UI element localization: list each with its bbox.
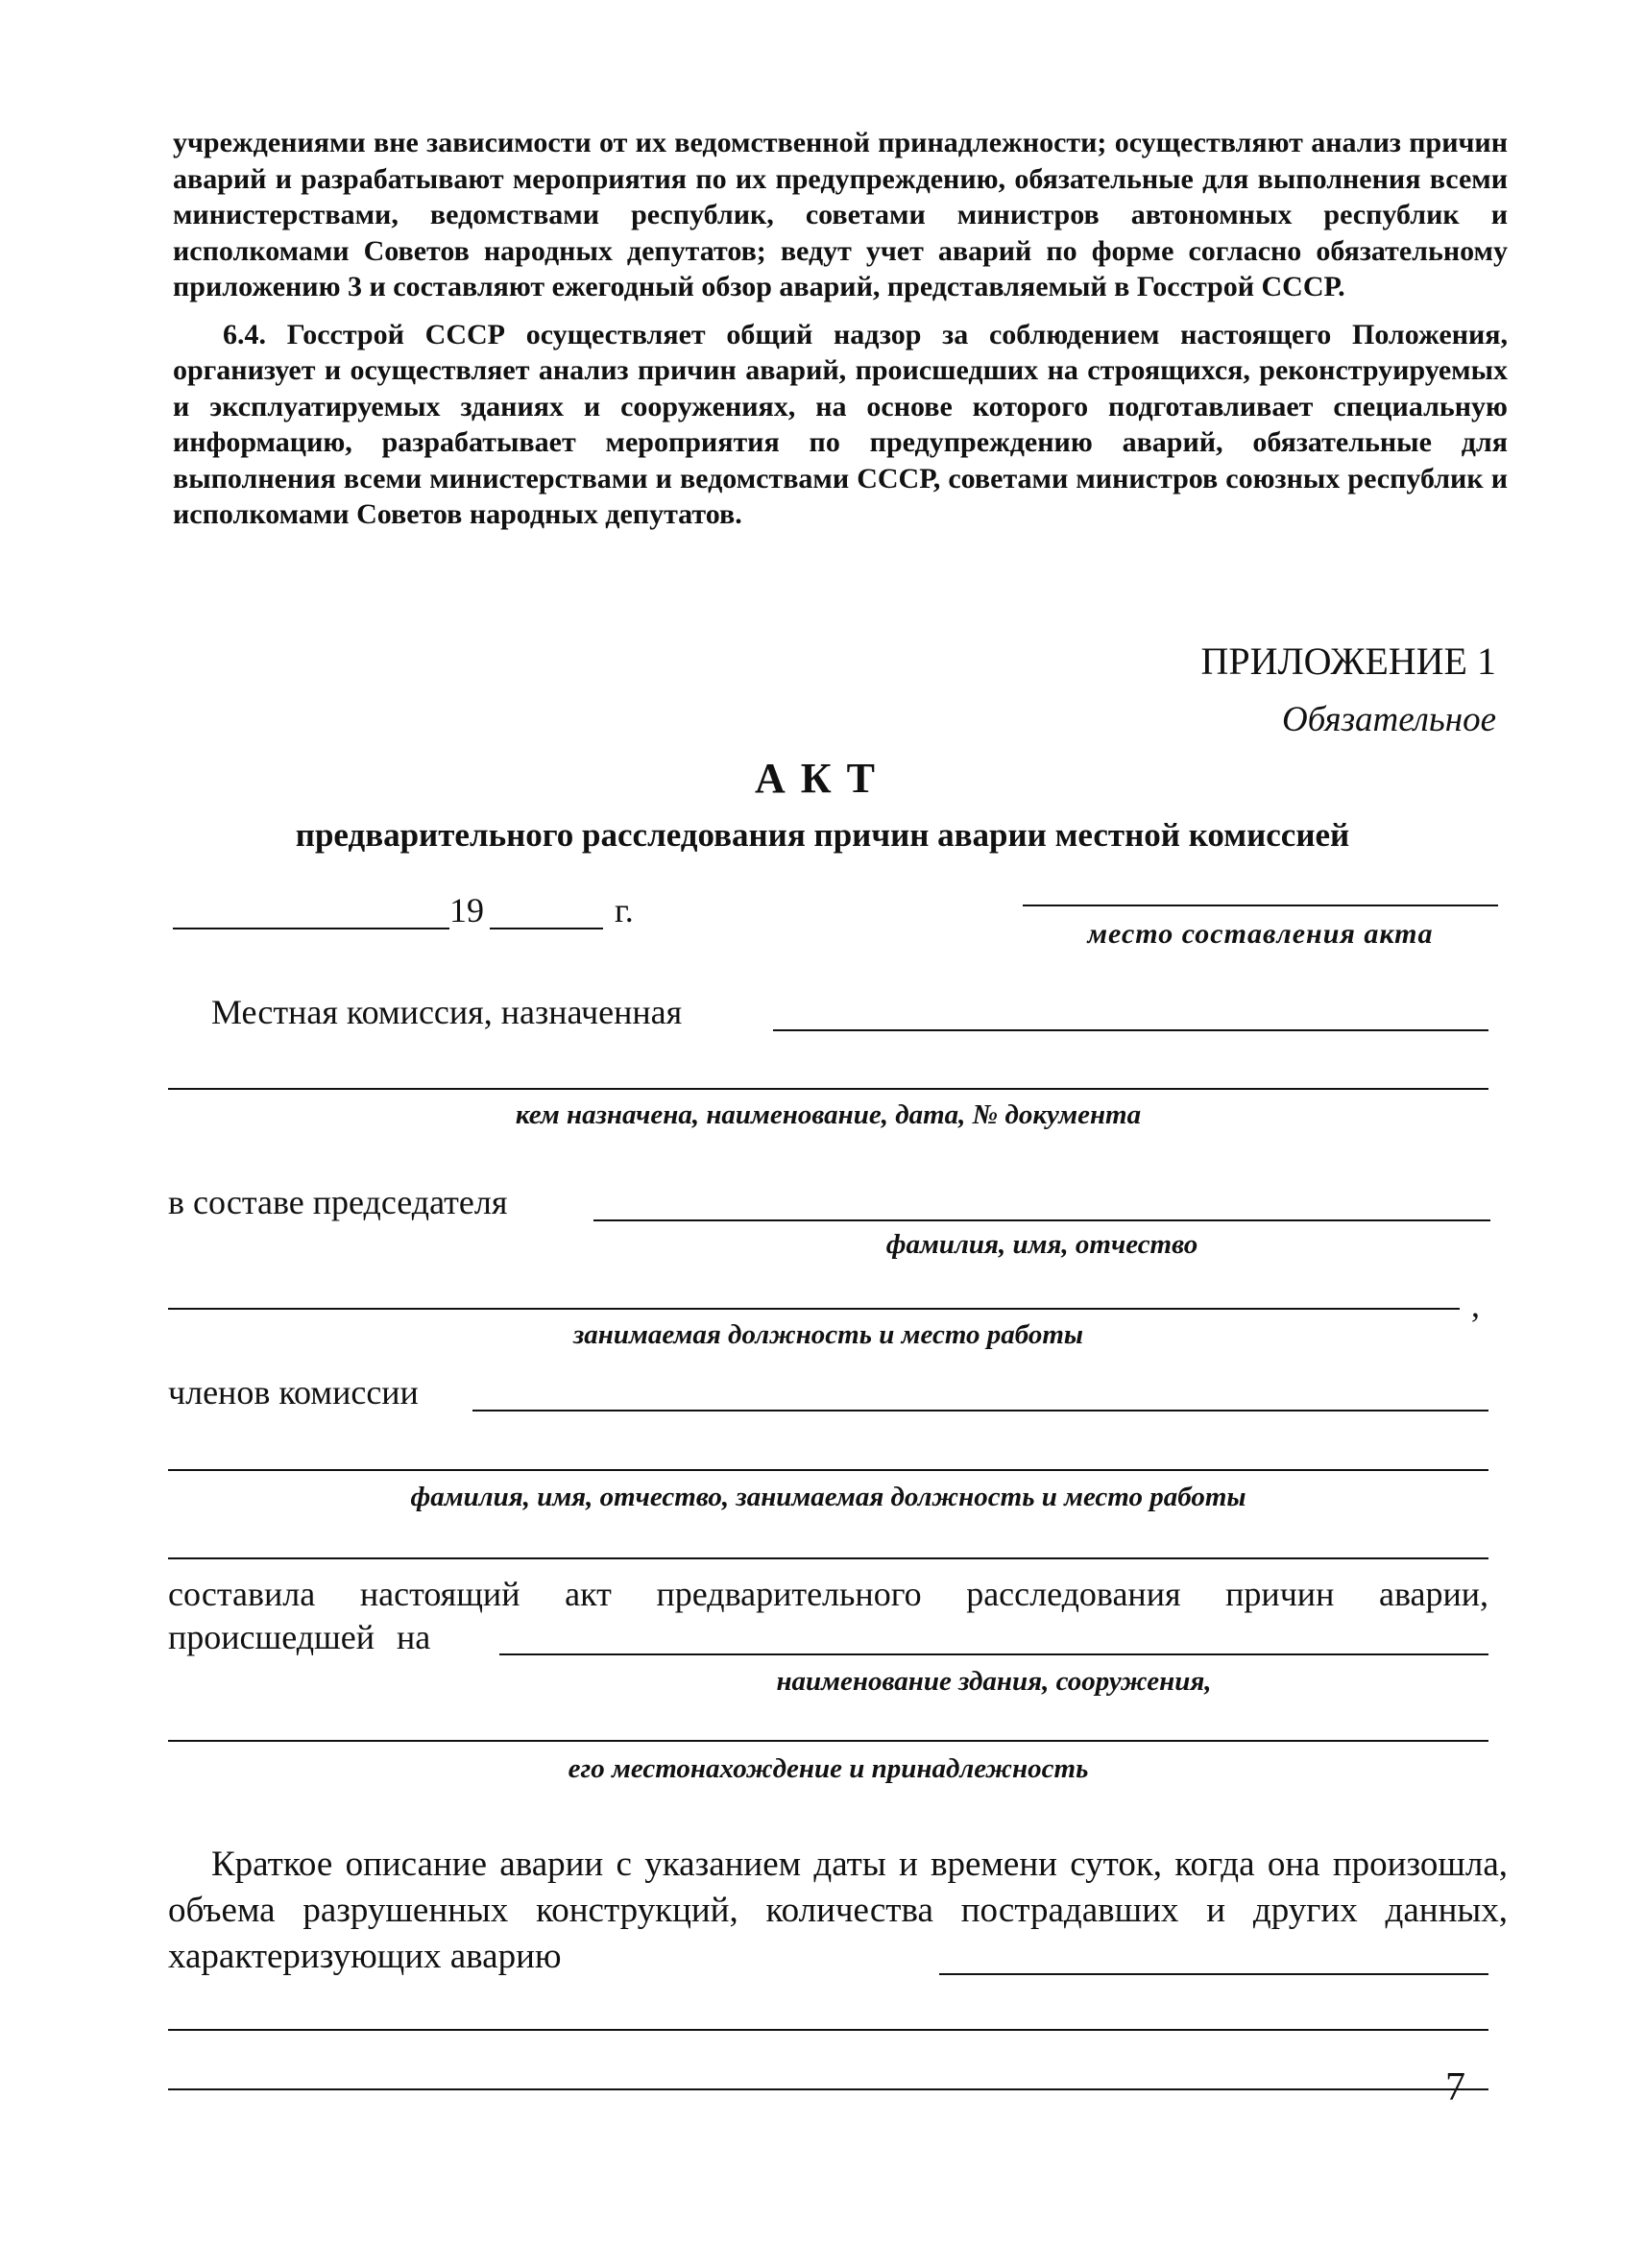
appendix-status: Обязательное xyxy=(1281,700,1496,739)
intro-paragraph-1: учреждениями вне зависимости от их ведомственной принадлежности; осуществляют анализ причин аварий и разрабатывают мероприятия по их предупреждению, обязательные для выполнения всеми министерствами, ведомствами республик, советами министров автономных республик и исполкомами Советов народных депутатов; ведут учет аварий по форме согласно обязательному приложению 3 и составляют ежегодный обзор аварий, представляемый в Госстрой СССР. xyxy=(173,127,1508,302)
description-field-3[interactable] xyxy=(168,2088,1488,2090)
chairman-label: в составе председателя xyxy=(168,1183,508,1221)
location-field[interactable] xyxy=(168,1740,1488,1742)
date-day-month-field[interactable] xyxy=(173,928,449,929)
building-caption: наименование здания, сооружения, xyxy=(776,1666,1212,1697)
year-suffix: г. xyxy=(615,891,634,929)
commission-label: Местная комиссия, назначенная xyxy=(211,993,683,1031)
members-field-3[interactable] xyxy=(168,1557,1488,1559)
building-field[interactable] xyxy=(499,1653,1488,1655)
date-year-field[interactable] xyxy=(490,928,603,929)
act-statement-line-2: происшедшей на xyxy=(168,1618,431,1656)
members-label: членов комиссии xyxy=(168,1373,419,1411)
commission-field-2[interactable] xyxy=(168,1088,1488,1090)
chairman-position-caption: занимаемая должность и место работы xyxy=(572,1319,1084,1350)
act-title: АКТ xyxy=(754,755,891,802)
act-subtitle: предварительного расследования причин аварии местной комиссией xyxy=(295,816,1350,854)
members-field[interactable] xyxy=(472,1410,1488,1411)
place-field[interactable] xyxy=(1023,905,1498,906)
intro-text xyxy=(173,125,1508,533)
commission-caption: кем назначена, наименование, дата, № документа xyxy=(515,1099,1142,1130)
chairman-name-field[interactable] xyxy=(593,1219,1490,1221)
chairman-position-field[interactable] xyxy=(168,1308,1460,1310)
act-statement-line-1: составила настоящий акт предварительного расследования причин аварии, xyxy=(168,1575,1488,1613)
year-prefix: 19 xyxy=(449,891,484,929)
description-text: Краткое описание аварии с указанием даты и времени суток, когда она произошла, объема разрушенных конструкций, количества пострадавших и других данных, характеризующих аварию xyxy=(168,1845,1508,1976)
members-caption: фамилия, имя, отчество, занимаемая должность и место работы xyxy=(410,1482,1246,1512)
appendix-label: ПРИЛОЖЕНИЕ 1 xyxy=(1200,639,1496,683)
chairman-comma: , xyxy=(1471,1286,1480,1324)
description-field[interactable] xyxy=(939,1973,1488,1975)
chairman-caption: фамилия, имя, отчество xyxy=(885,1229,1198,1260)
members-field-2[interactable] xyxy=(168,1469,1488,1471)
commission-field[interactable] xyxy=(773,1029,1488,1031)
description-field-2[interactable] xyxy=(168,2029,1488,2031)
page-number: 7 xyxy=(1445,2065,1465,2110)
location-caption: его местонахождение и принадлежность xyxy=(568,1753,1089,1784)
intro-paragraph-2: 6.4. Госстрой СССР осуществляет общий надзор за соблюдением настоящего Положения, организует и осуществляет анализ причин аварий, происшедших на строящихся, реконструируемых и эксплуатируемых зданиях и сооружениях, на основе которого подготавливает специальную информацию, разрабатывает мероприятия по предупреждению аварий, обязательные для выполнения всеми министерствами и ведомствами СССР, советами министров союзных республик и исполкомами Советов народных депутатов. xyxy=(173,318,1508,530)
place-caption: место составления акта xyxy=(1087,918,1434,950)
